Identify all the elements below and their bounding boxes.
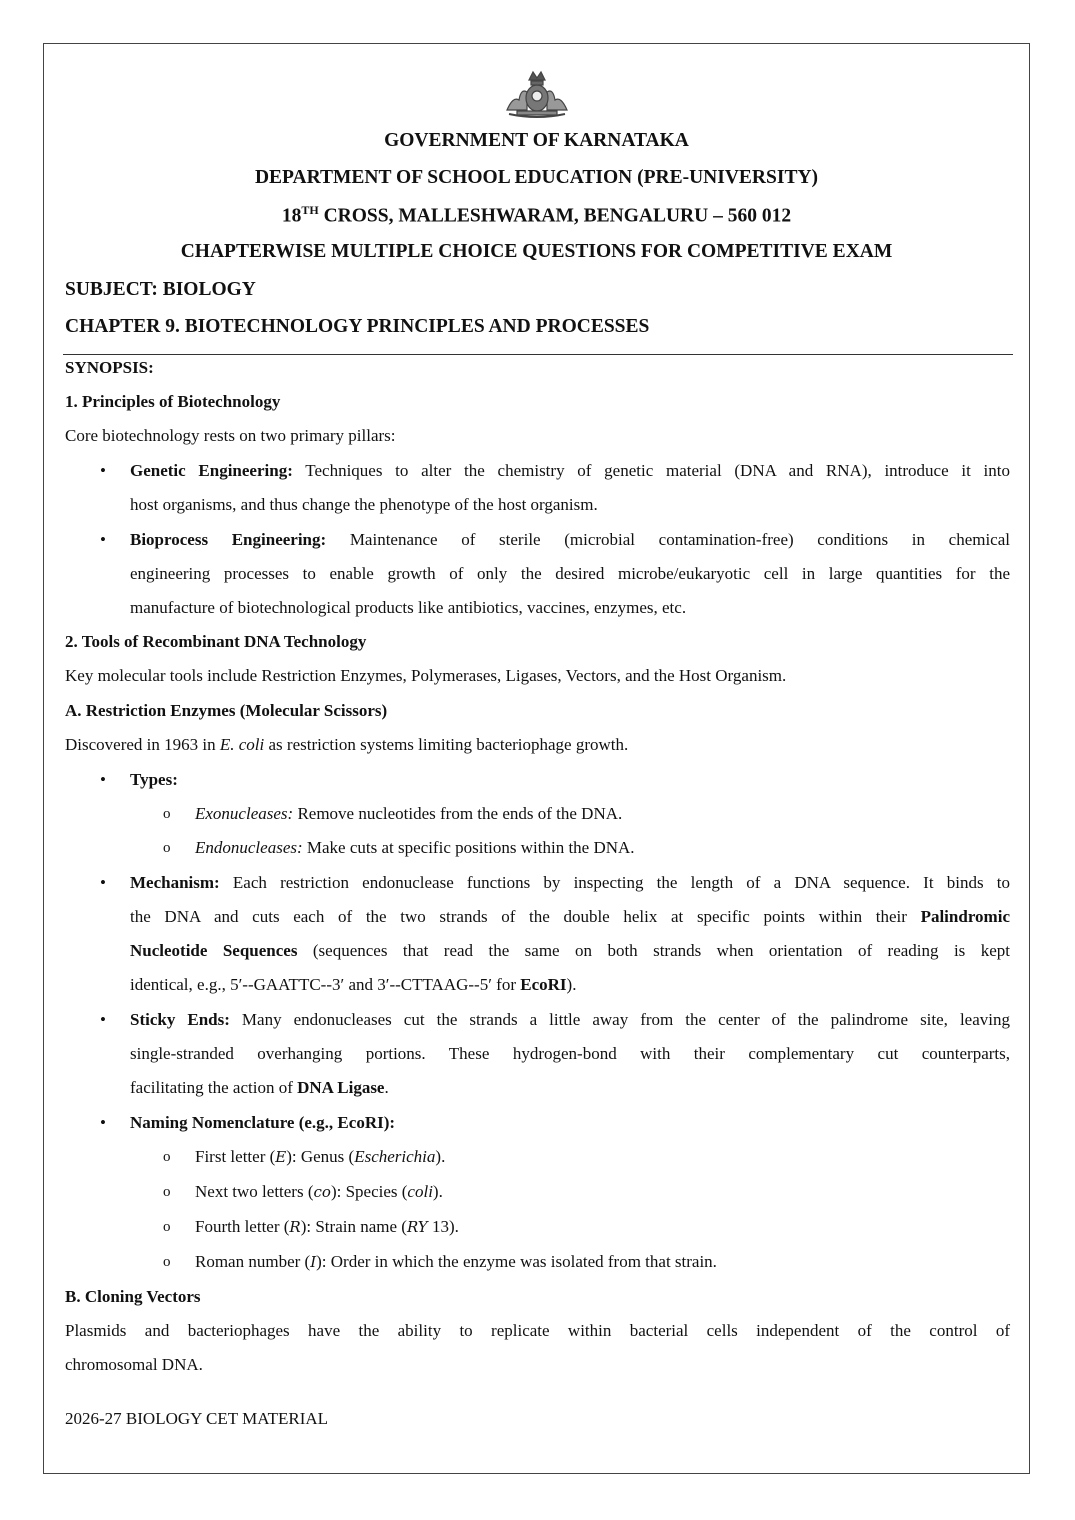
naming-item-species: Next two letters (co): Species (coli).: [195, 1182, 443, 1201]
genetic-engineering-line-2: host organisms, and thus change the phenotype of the host organism.: [130, 495, 598, 514]
bioprocess-line-1: Bioprocess Engineering: Maintenance of sterile (microbial contamination-free) conditions in chemical: [130, 530, 1010, 549]
section-2-intro: Key molecular tools include Restriction Enzymes, Polymerases, Ligases, Vectors, and the Host Organism.: [65, 666, 787, 685]
bullet-icon: •: [100, 770, 106, 789]
mechanism-line-3: Nucleotide Sequences (sequences that read the same on both strands when orientation of reading is kept: [130, 941, 1010, 960]
page-footer: 2026-27 BIOLOGY CET MATERIAL: [65, 1409, 329, 1428]
sub-bullet-icon: o: [163, 840, 171, 856]
mechanism-line-2: the DNA and cuts each of the two strands of the double helix at specific points within their Palindromic: [130, 907, 1010, 926]
header-department: DEPARTMENT OF SCHOOL EDUCATION (PRE-UNIVERSITY): [254, 167, 819, 188]
endonucleases-item: Endonucleases: Make cuts at specific positions within the DNA.: [195, 838, 635, 857]
section-a-intro: Discovered in 1963 in E. coli as restriction systems limiting bacteriophage growth.: [65, 735, 629, 754]
exonucleases-item: Exonucleases: Remove nucleotides from the ends of the DNA.: [195, 804, 623, 823]
sub-bullet-icon: o: [163, 806, 171, 822]
section-1-intro: Core biotechnology rests on two primary pillars:: [65, 426, 396, 445]
sub-bullet-icon: o: [163, 1254, 171, 1270]
bioprocess-line-3: manufacture of biotechnological products like antibiotics, vaccines, enzymes, etc.: [130, 598, 687, 617]
chapter-title: CHAPTER 9. BIOTECHNOLOGY PRINCIPLES AND PROCESSES: [65, 316, 650, 337]
naming-label: Naming Nomenclature (e.g., EcoRI):: [130, 1113, 396, 1132]
sub-bullet-icon: o: [163, 1149, 171, 1165]
bullet-icon: •: [100, 461, 106, 480]
mechanism-line-4: identical, e.g., 5′--GAATTC--3′ and 3′--CTTAAG--5′ for EcoRI).: [130, 975, 577, 994]
header-exam-title: CHAPTERWISE MULTIPLE CHOICE QUESTIONS FOR COMPETITIVE EXAM: [180, 241, 893, 262]
synopsis-label: SYNOPSIS:: [65, 358, 154, 377]
bullet-icon: •: [100, 1113, 106, 1132]
bioprocess-line-2: engineering processes to enable growth of only the desired microbe/eukaryotic cell in large quantities for the: [130, 564, 1010, 583]
header-divider: [63, 354, 1013, 355]
types-label: Types:: [130, 770, 178, 789]
subject-line: SUBJECT: BIOLOGY: [65, 279, 256, 300]
genetic-engineering-line-1: Genetic Engineering: Techniques to alter the chemistry of genetic material (DNA and RNA), introduce it into: [130, 461, 1010, 480]
mechanism-line-1: Mechanism: Each restriction endonuclease functions by inspecting the length of a DNA sequence. It binds to: [130, 873, 1010, 892]
sticky-ends-line-3: facilitating the action of DNA Ligase.: [130, 1078, 389, 1097]
naming-item-order: Roman number (I): Order in which the enzyme was isolated from that strain.: [195, 1252, 717, 1271]
sticky-ends-line-1: Sticky Ends: Many endonucleases cut the strands a little away from the center of the palindrome site, leaving: [130, 1010, 1010, 1029]
section-1-title: 1. Principles of Biotechnology: [65, 392, 281, 411]
header-address: 18TH CROSS, MALLESHWARAM, BENGALURU – 560 012: [281, 203, 792, 227]
sticky-ends-line-2: single-stranded overhanging portions. These hydrogen-bond with their complementary cut counterparts,: [130, 1044, 1010, 1063]
header-government: GOVERNMENT OF KARNATAKA: [384, 130, 689, 151]
naming-item-genus: First letter (E): Genus (Escherichia).: [195, 1147, 446, 1166]
section-b-title: B. Cloning Vectors: [65, 1287, 201, 1306]
bullet-icon: •: [100, 530, 106, 549]
karnataka-emblem: [503, 66, 571, 120]
naming-item-strain: Fourth letter (R): Strain name (RY 13).: [195, 1217, 459, 1236]
bullet-icon: •: [100, 873, 106, 892]
cloning-vectors-line-2: chromosomal DNA.: [65, 1355, 203, 1374]
cloning-vectors-line-1: Plasmids and bacteriophages have the ability to replicate within bacterial cells independent of the control of: [65, 1321, 1010, 1340]
section-a-title: A. Restriction Enzymes (Molecular Scissors): [65, 701, 388, 720]
bullet-icon: •: [100, 1010, 106, 1029]
sub-bullet-icon: o: [163, 1219, 171, 1235]
section-2-title: 2. Tools of Recombinant DNA Technology: [65, 632, 367, 651]
sub-bullet-icon: o: [163, 1184, 171, 1200]
